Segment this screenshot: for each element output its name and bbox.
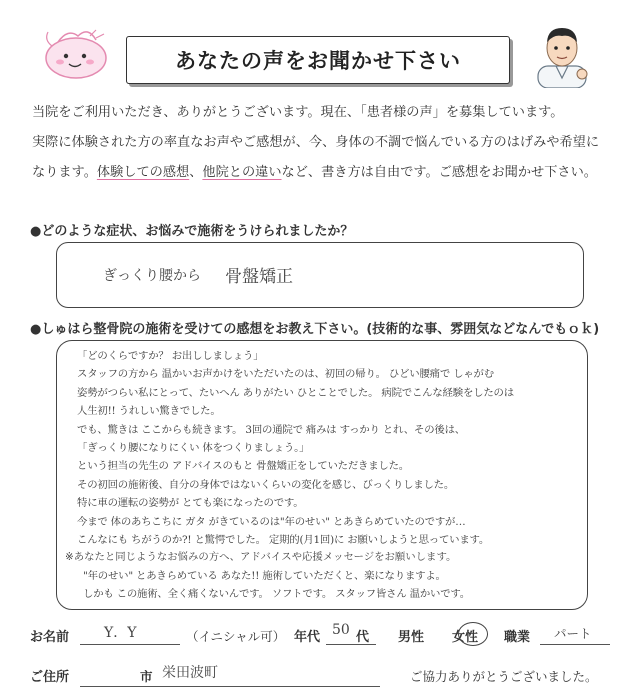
message-prompt: ※あなたと同じようなお悩みの方へ、アドバイスや応援メッセージをお願いします。 [61, 548, 460, 563]
handwritten-line: その初回の施術後、自分の身体ではないくらいの変化を感じ、びっくりしました。 [77, 478, 455, 491]
age-suffix: 代 [356, 630, 370, 645]
intro-text-part: 、 [189, 165, 203, 180]
handwritten-answer: ぎっくり腰から [103, 268, 201, 284]
name-label: お名前 [30, 630, 70, 645]
name-underline [80, 644, 180, 645]
intro-underline-experience: 体験しての感想 [96, 165, 190, 180]
handwritten-line: スタッフの方から 温かいお声かけをいただいたのは、初回の帰り。 ひどい腰痛で しゃがむ [77, 368, 494, 381]
handwritten-line: しかも この施術、全く痛くないんです。 ソフトです。 スタッフ皆さん 温かいです。 [83, 588, 470, 601]
handwritten-line: 「どのくらですか？ お出ししましょう」 [77, 350, 264, 362]
page-title: あなたの声をお聞かせ下さい [126, 36, 510, 84]
job-underline [540, 644, 610, 645]
gender-female: 女性 [452, 630, 479, 645]
address-label: ご住所 [30, 670, 70, 685]
intro-text-part: など、書き方は自由です。ご感想をお聞かせ下さい。 [281, 165, 597, 180]
doctor-illustration-icon [530, 22, 594, 88]
handwritten-line: でも、驚きは ここからも続きます。 3回の通院で 痛みは すっかり とれ、その後は、 [77, 423, 465, 436]
handwritten-answer: 骨盤矯正 [225, 267, 293, 287]
intro-line: 当院をご利用いただき、ありがとうございます。現在、「患者様の声」を募集しています。 [32, 105, 564, 120]
answer-box-symptoms [56, 242, 584, 308]
handwritten-message [83, 567, 583, 604]
handwritten-line: こんなにも ちがうのか?! と驚愕でした。 定期的(月1回)に お願いしようと思っています。 [77, 534, 490, 547]
age-label: 年代 [294, 630, 321, 645]
handwritten-impressions [77, 347, 577, 549]
intro-underline-difference: 他院との違い [202, 165, 282, 180]
handwritten-line: 人生初!! うれしい驚きでした。 [77, 405, 221, 418]
handwritten-line: 「ぎっくり腰になりにくい 体をつくりましょう。」 [77, 442, 310, 455]
address-underline [80, 686, 380, 687]
handwritten-line: という担当の先生の アドバイスのもと 骨盤矯正をしていただきました。 [77, 460, 409, 473]
question-symptoms: ●どのような症状、お悩みで施術をうけられましたか？ [30, 224, 354, 239]
thanks-text: ご協力ありがとうございました。 [410, 669, 598, 684]
initial-note: （イニシャル可） [186, 629, 286, 644]
intro-text-part: なります。 [32, 165, 97, 180]
gender-selected-circle [458, 622, 488, 646]
handwritten-line: 今まで 体のあちこちに ガタ がきているのは"年のせい" とあきらめていたのですが… [77, 515, 466, 528]
city-suffix: 市 [140, 669, 153, 684]
age-value: 50 [332, 622, 350, 638]
name-value: Y．Y [104, 625, 137, 641]
age-underline [326, 644, 376, 645]
handwritten-line: 姿勢がつらい私にとって、たいへん ありがたい ひとことでした。 病院でこんな経験をしたのは [77, 386, 514, 399]
gender-male: 男性 [398, 630, 425, 645]
job-label: 職業 [504, 630, 531, 645]
handwritten-line: "年のせい" とあきらめている あなた!! 施術していただくと、楽になりますよ。 [83, 570, 446, 582]
town-value: 栄田波町 [162, 665, 218, 681]
question-impressions: ●しゅはら整骨院の施術を受けての感想をお教え下さい。(技術的な事、雰囲気などなんでもｏｋ) [30, 322, 600, 337]
intro-line: 実際に体験された方の率直なお声やご感想が、今、身体の不調で悩んでいる方のはげみや希望に [32, 135, 600, 150]
handwritten-line: 特に車の運転の姿勢が とても楽になったのです。 [77, 497, 304, 510]
intro-text [32, 98, 612, 188]
mascot-icon [38, 22, 114, 86]
answer-box-impressions [56, 340, 588, 610]
job-value: パート [554, 626, 592, 641]
intro-line [32, 158, 612, 188]
